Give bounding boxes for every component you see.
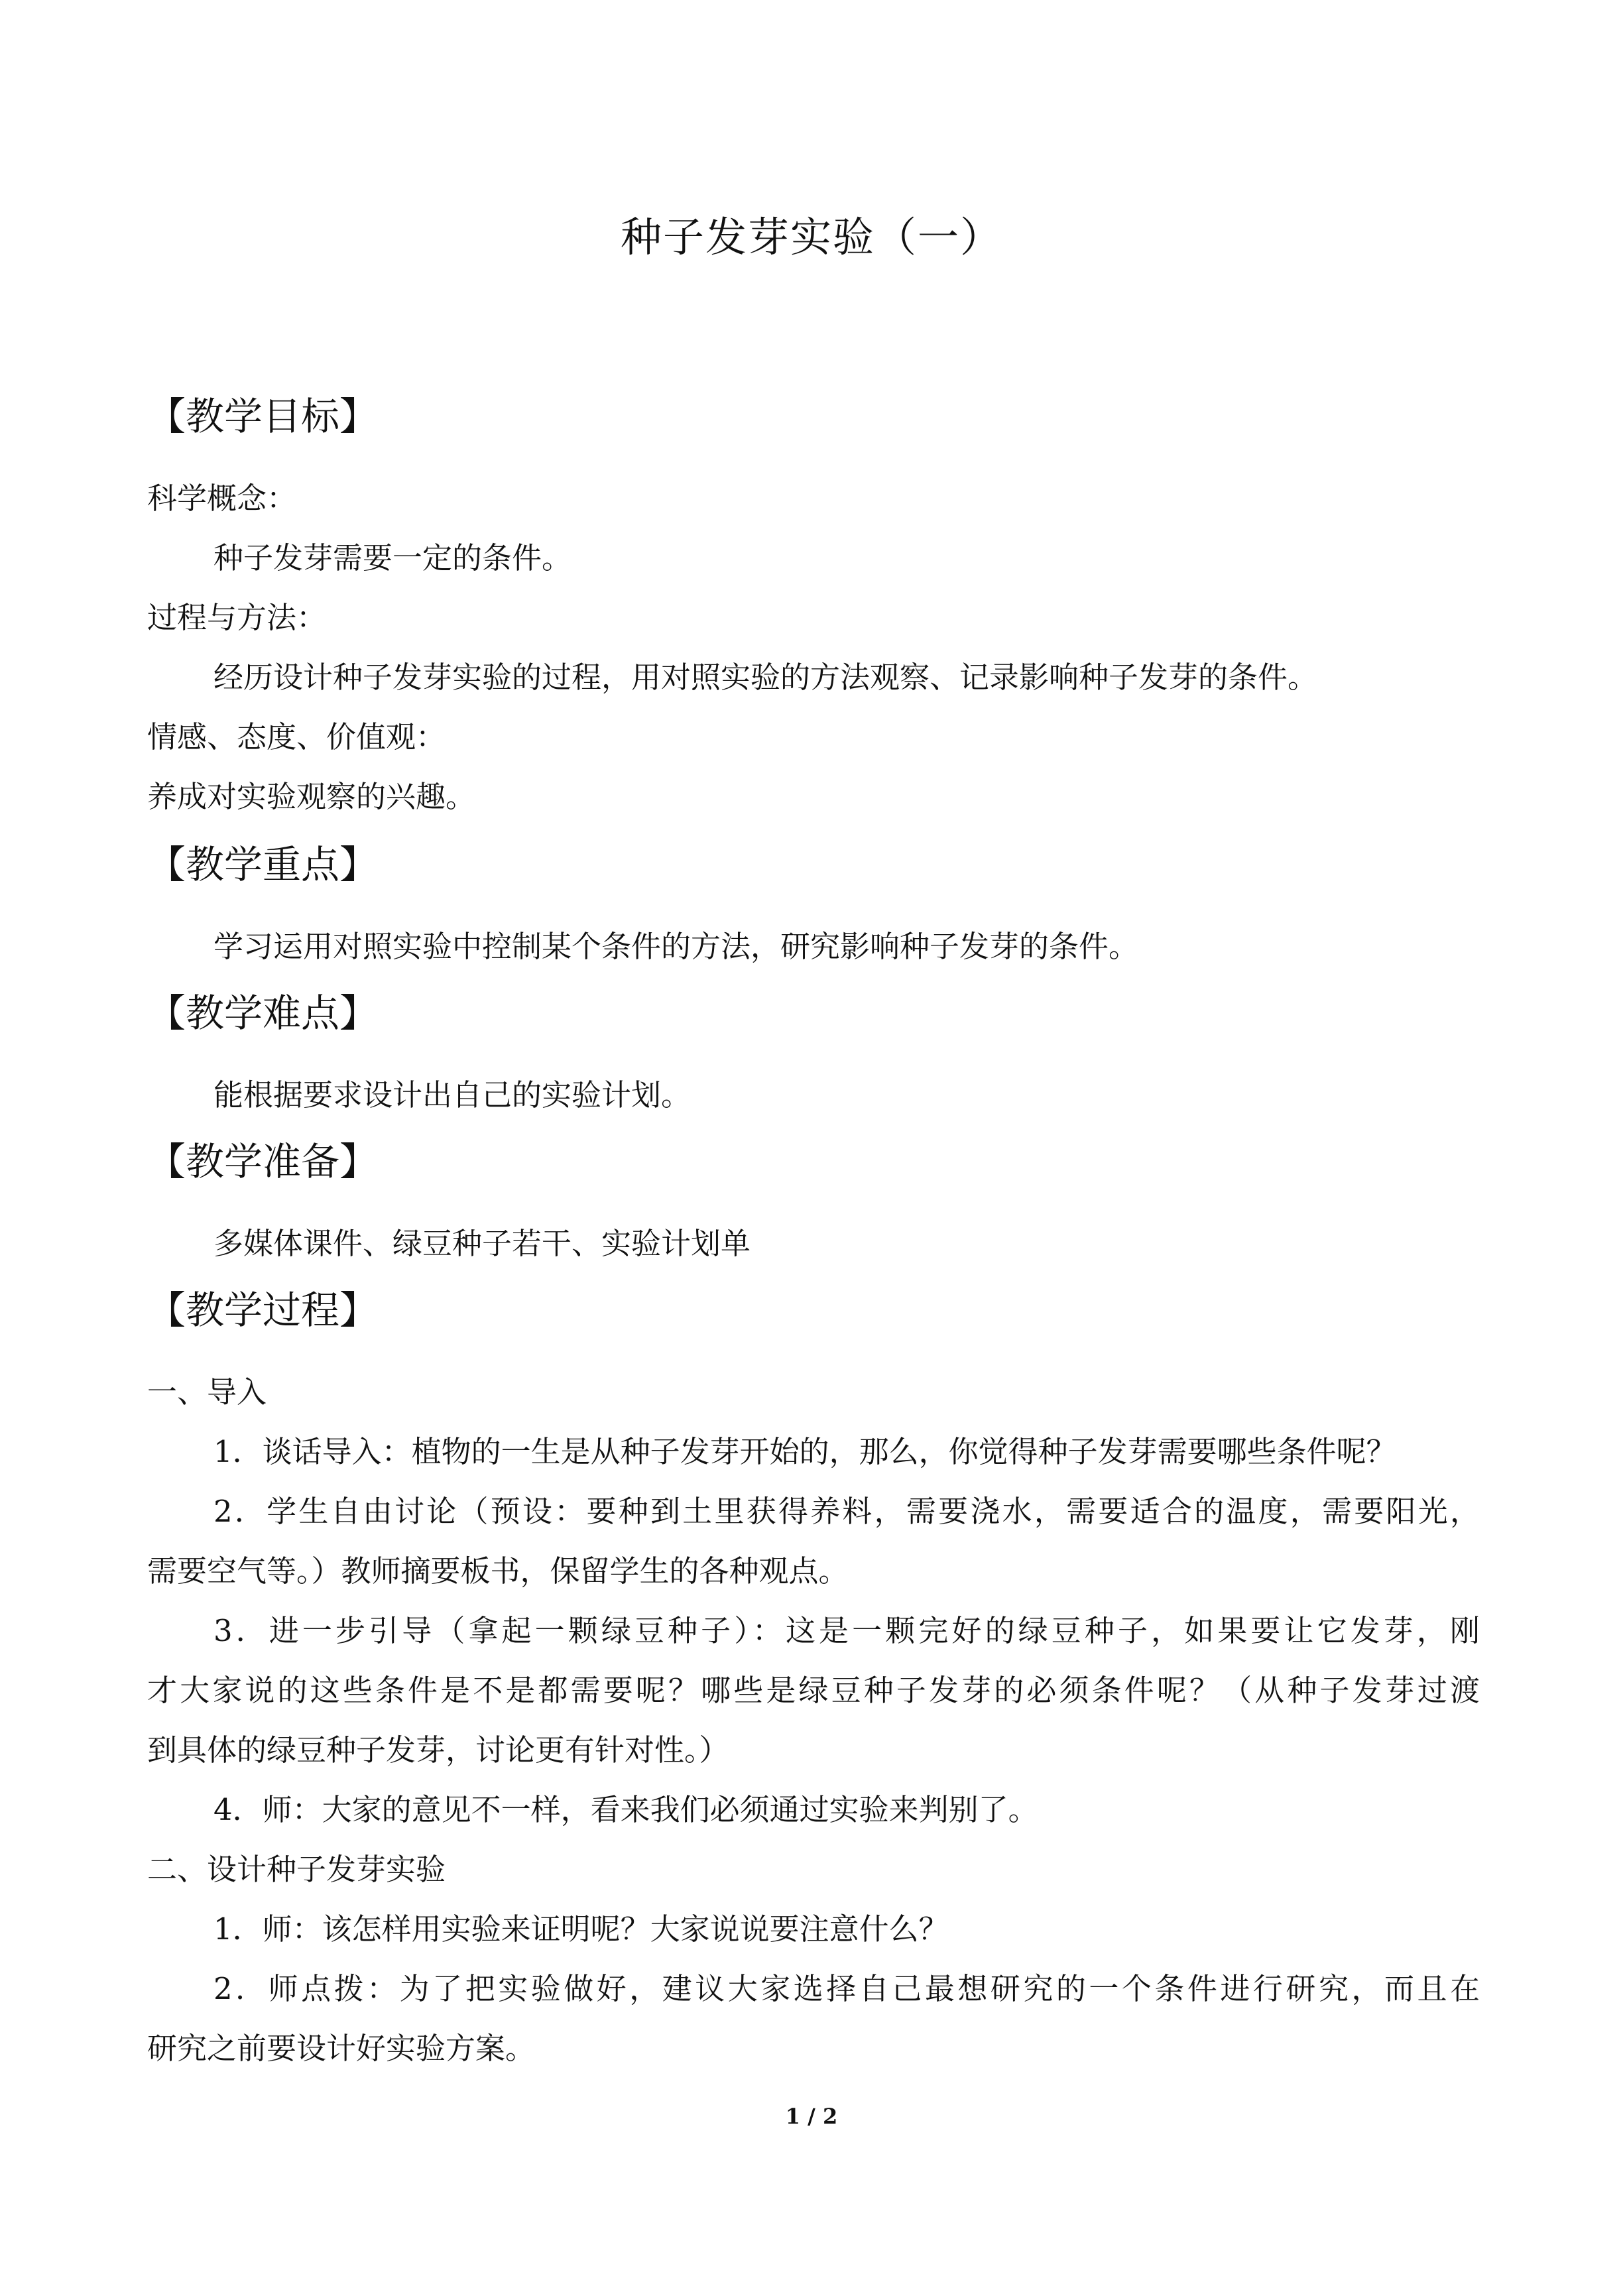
paragraph-1-2-line-1: 2．学生自由讨论（预设：要种到土里获得养料，需要浇水，需要适合的温度，需要阳光， [213,1494,1480,1529]
paragraph-1-3-line-1: 3．进一步引导（拿起一颗绿豆种子）：这是一颗完好的绿豆种子，如果要让它发芽，刚 [213,1613,1480,1648]
difficulties-text: 能根据要求设计出自己的实验计划。 [213,1077,691,1113]
part2-title: 二、设计种子发芽实验 [147,1852,446,1887]
concept-label: 科学概念： [147,481,297,516]
process-label: 过程与方法： [147,600,327,635]
preparation-text: 多媒体课件、绿豆种子若干、实验计划单 [213,1226,751,1261]
page-title: 种子发芽实验（一） [620,213,1002,261]
heading-preparation: 【教学准备】 [147,1139,379,1184]
paragraph-1-1: 1．谈话导入：植物的一生是从种子发芽开始的，那么，你觉得种子发芽需要哪些条件呢？ [213,1434,1396,1469]
heading-process: 【教学过程】 [147,1288,379,1333]
paragraph-2-2-line-1: 2．师点拨：为了把实验做好，建议大家选择自己最想研究的一个条件进行研究，而且在 [213,1971,1480,2006]
part1-title: 一、导入 [147,1374,267,1410]
paragraph-2-2-line-2: 研究之前要设计好实验方案。 [147,2031,536,2066]
paragraph-1-2-line-2: 需要空气等。）教师摘要板书，保留学生的各种观点。 [147,1553,849,1589]
heading-objectives: 【教学目标】 [147,394,379,439]
paragraph-1-3-line-3: 到具体的绿豆种子发芽，讨论更有针对性。） [147,1732,729,1768]
attitude-text: 养成对实验观察的兴趣。 [147,779,476,814]
concept-text: 种子发芽需要一定的条件。 [213,540,572,575]
key-points-text: 学习运用对照实验中控制某个条件的方法，研究影响种子发芽的条件。 [213,929,1139,964]
paragraph-1-4: 4．师：大家的意见不一样，看来我们必须通过实验来判别了。 [213,1792,1038,1827]
paragraph-1-3-line-2: 才大家说的这些条件是不是都需要呢？哪些是绿豆种子发芽的必须条件呢？（从种子发芽过渡 [147,1673,1480,1708]
heading-difficulties: 【教学难点】 [147,991,379,1036]
attitude-label: 情感、态度、价值观： [147,719,446,755]
process-text: 经历设计种子发芽实验的过程，用对照实验的方法观察、记录影响种子发芽的条件。 [213,660,1318,695]
page-number: 1 / 2 [785,2104,838,2129]
paragraph-2-1: 1．师：该怎样用实验来证明呢？大家说说要注意什么？ [213,1911,949,1947]
heading-key-points: 【教学重点】 [147,842,379,887]
